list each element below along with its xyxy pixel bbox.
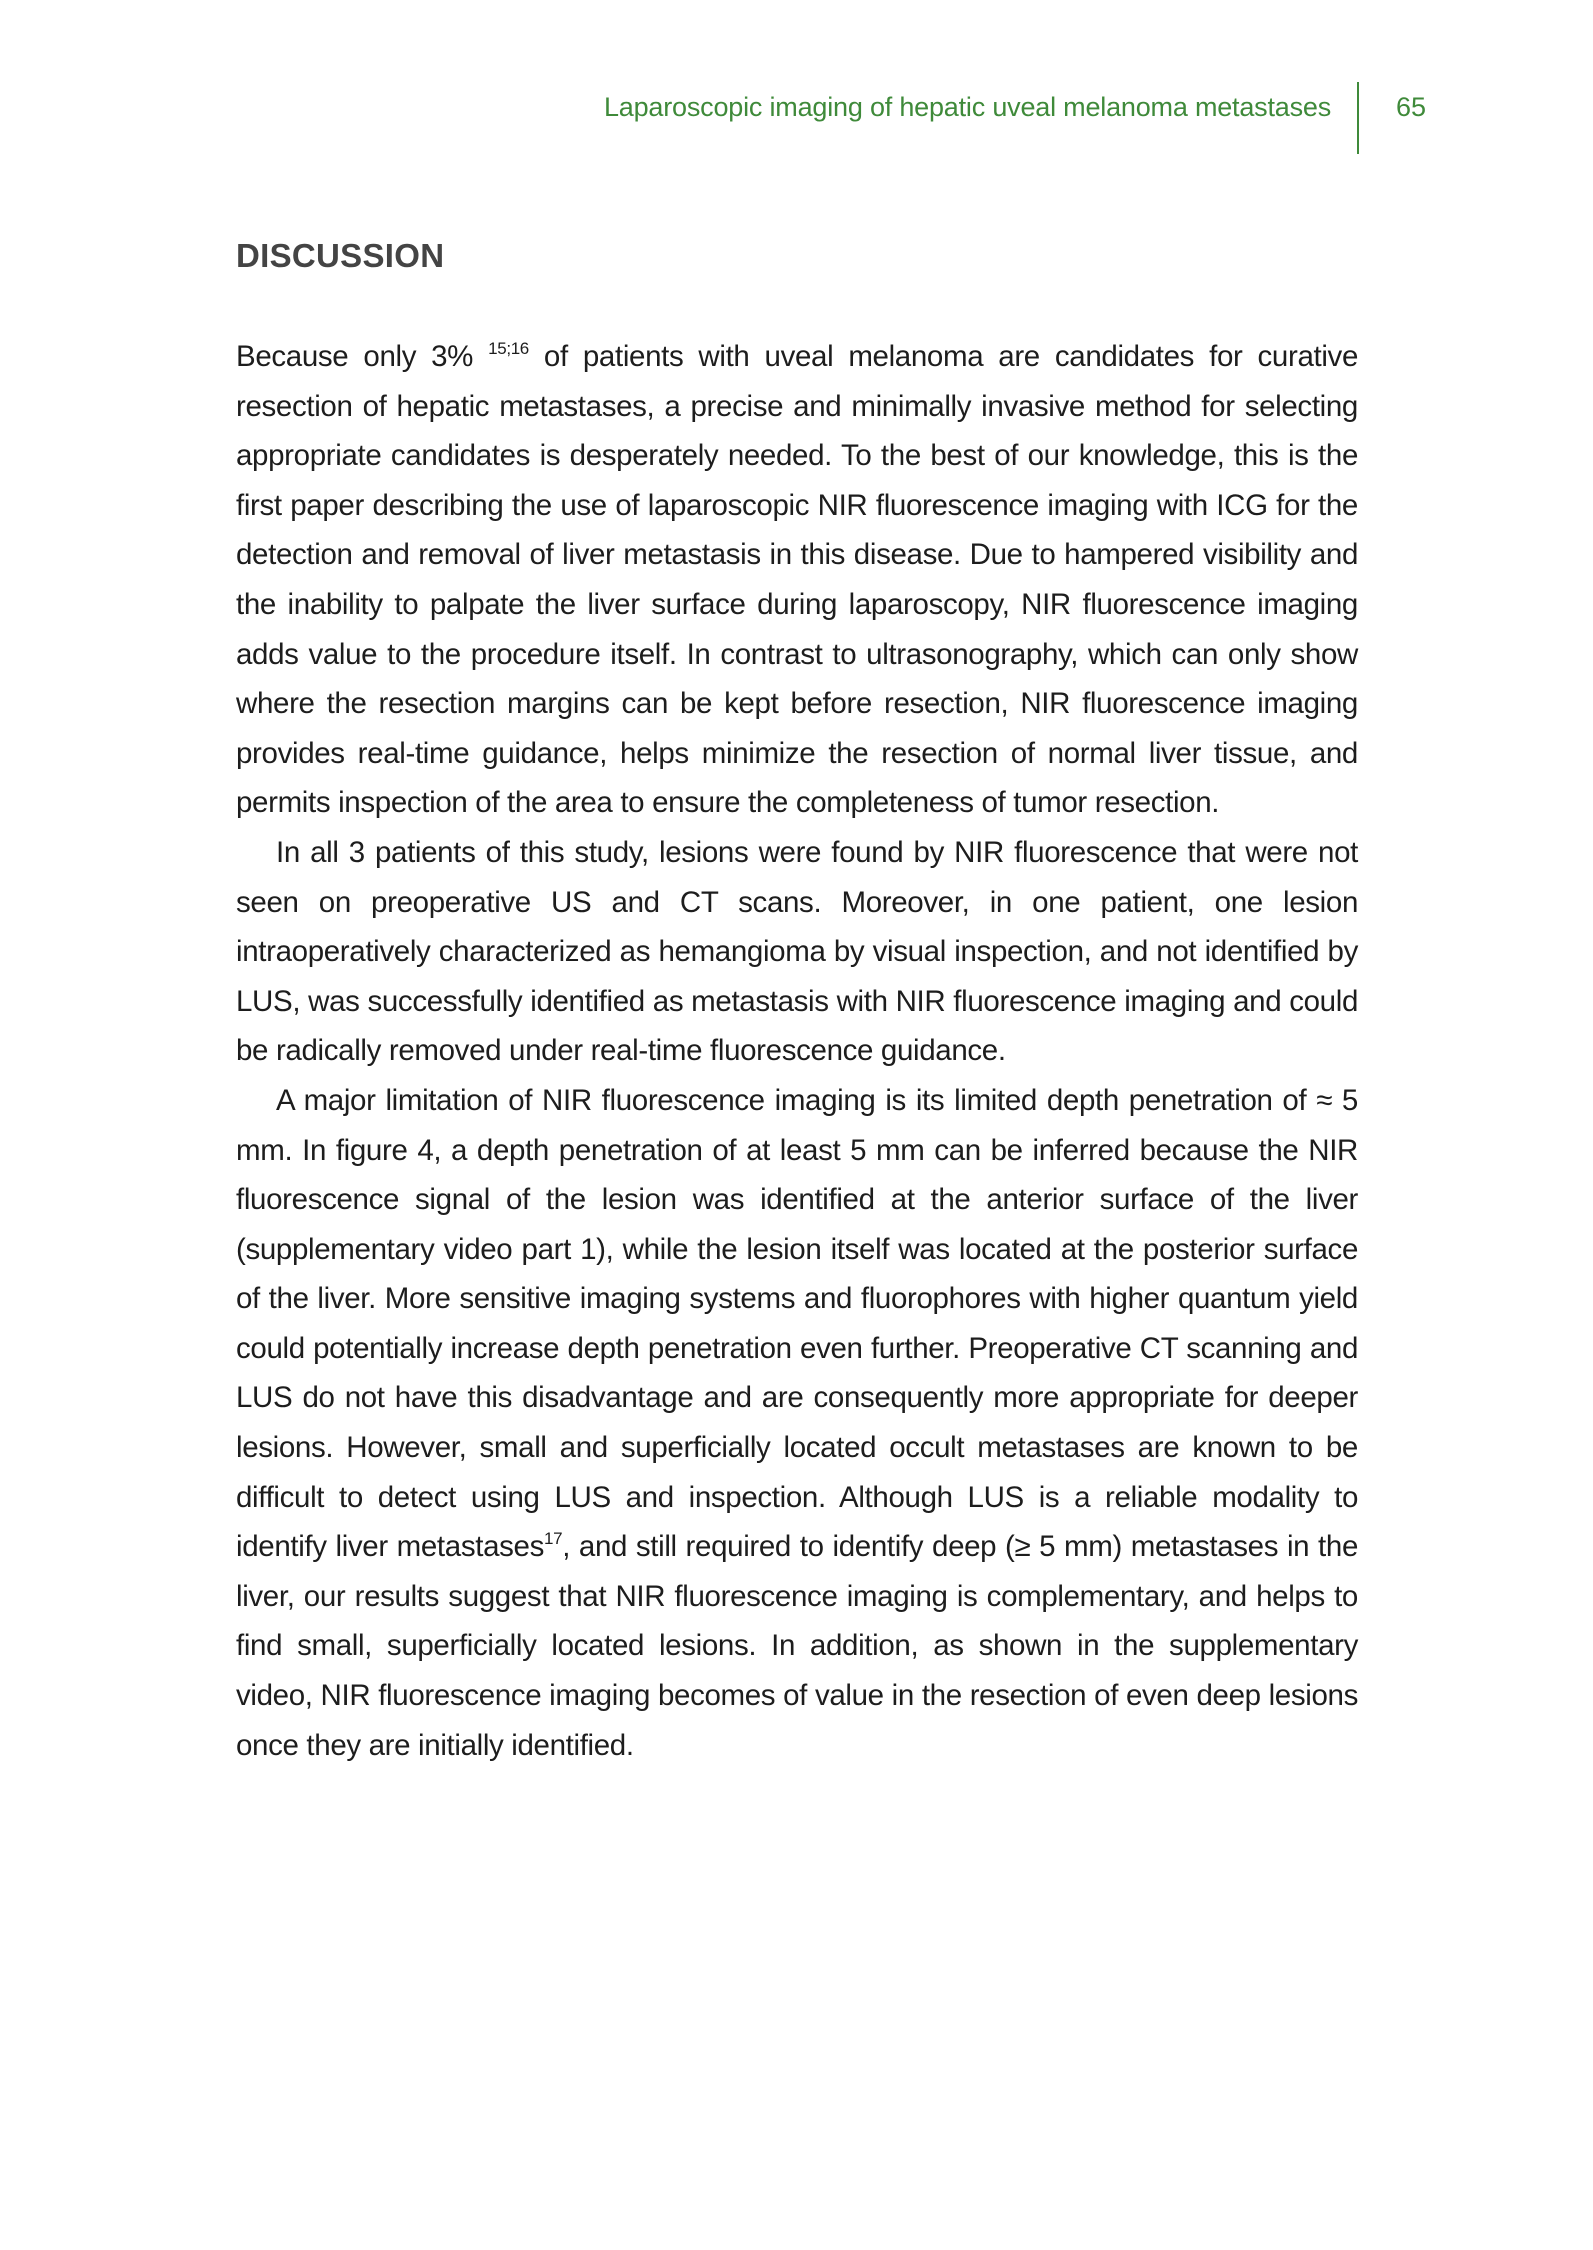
- running-title: Laparoscopic imaging of hepatic uveal melanoma metastases: [603, 92, 1331, 122]
- paragraph-text: of patients with uveal melanoma are candidates for curative resection of hepatic metastases, a precise and minimally invasive method for selecting appropriate candidates is desperately needed. To the best of our knowledge, this is the first paper describing the use of laparoscopic NIR fluorescence imaging with ICG for the detection and removal of liver metastasis in this disease. Due to hampered visibility and the inability to palpate the liver surface during laparoscopy, NIR fluorescence imaging adds value to the procedure itself. In contrast to ultrasonography, which can only show where the resection margins can be kept before resection, NIR fluorescence imaging provides real-time guidance, helps minimize the resection of normal liver tissue, and permits inspection of the area to ensure the completeness of tumor resection.: [236, 340, 1359, 820]
- citation-superscript: 15;16: [488, 339, 529, 358]
- citation-superscript: 17: [544, 1529, 563, 1549]
- body-text: [236, 332, 1358, 1770]
- paragraph-2: [236, 828, 1358, 1076]
- paragraph-3: [236, 1076, 1358, 1770]
- page-content: [236, 236, 1358, 1770]
- paragraph-text: , and still required to identify deep (≥ 5 mm) metastases in the liver, our results suggest that NIR fluorescence imaging is complementary, and helps to find small, superficially located lesions. In addition, as shown in the supplementary video, NIR fluorescence imaging becomes of value in the resection of even deep lesions once they are initially identified.: [236, 1530, 1358, 1762]
- paragraph-1: [236, 332, 1358, 828]
- paragraph-text: In all 3 patients of this study, lesions were found by NIR fluorescence that were not seen on preoperative US and CT scans. Moreover, in one patient, one lesion intraoperatively characterized as hemangioma by visual inspection, and not identified by LUS, was successfully identified as metastasis with NIR fluorescence imaging and could be radically removed under real-time fluorescence guidance.: [236, 835, 1358, 1068]
- paragraph-text: A major limitation of NIR fluorescence imaging is its limited depth penetration of ≈ 5 mm. In figure 4, a depth penetration of at least 5 mm can be inferred because the NIR fluorescence signal of the lesion was identified at the anterior surface of the liver (supplementary video part 1), while the lesion itself was located at the posterior surface of the liver. More sensitive imaging systems and fluorophores with higher quantum yield could potentially increase depth penetration even further. Preoperative CT scanning and LUS do not have this disadvantage and are consequently more appropriate for deeper lesions. However, small and superficially located occult metastases are known to be difficult to detect using LUS and inspection. Although LUS is a reliable modality to identify liver metastases: [236, 1083, 1358, 1564]
- section-heading: DISCUSSION: [236, 237, 445, 274]
- page-number: 65: [1396, 92, 1427, 122]
- paragraph-text: Because only 3%: [236, 340, 489, 373]
- running-header: [0, 82, 1593, 154]
- header-divider: [1357, 82, 1359, 154]
